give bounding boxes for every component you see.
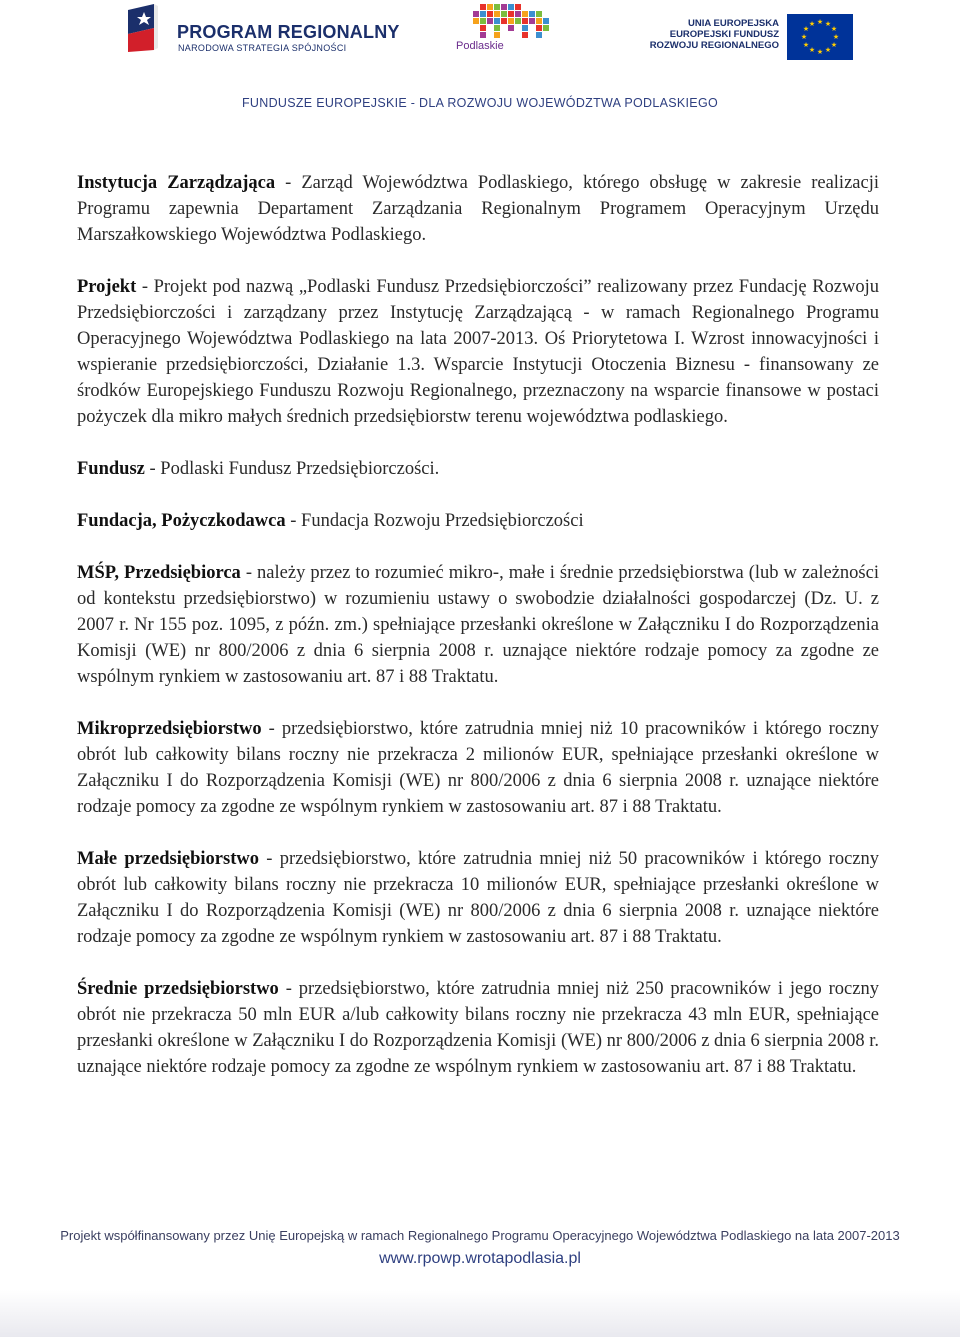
definition-text: - Projekt pod nazwą „Podlaski Fundusz Przedsiębiorczości” realizowany przez Fundację Rozwoju Przedsiębiorczości i zarządzany przez Instytucję Zarządzającą - w ramach Regionalnego Programu Operacyjnego Województwa Podlaskiego na lata 2007-2013. Oś Priorytetowa I. Wzrost innowacyjności i wspieranie przedsiębiorczości, Działanie 1.3. Wsparcie Instytucji Otoczenia Biznesu - finansowany ze środków Europejskiego Funduszu Rozwoju Regionalnego, przeznaczony na wsparcie finansowe w postaci pożyczek dla mikro małych średnich przedsiębiorstw terenu województwa podlaskiego. bbox=[77, 277, 879, 427]
definition-text: - przedsiębiorstwo, które zatrudnia mniej niż 10 pracowników i którego roczny obrót lub całkowity bilans roczny nie przekracza 2 milionów EUR, spełniające przesłanki określone w Załączniku I do Rozporządzenia Komisji (WE) nr 800/2006 z dnia 6 sierpnia 2008 r. uznające niektóre rodzaje pomocy za zgodne ze wspólnym rynkiem w zastosowaniu art. 87 i 88 Traktatu. bbox=[77, 719, 879, 817]
definition-term: Instytucja Zarządzająca bbox=[77, 173, 276, 193]
footer-cofinancing-note: Projekt współfinansowany przez Unię Europejską w ramach Regionalnego Programu Operacyjnego Województwa Podlaskiego na lata 2007-2013 bbox=[60, 1228, 900, 1243]
definition-term: Mikroprzedsiębiorstwo bbox=[77, 719, 262, 739]
svg-text:★: ★ bbox=[802, 41, 810, 49]
eu-fund-logo bbox=[649, 14, 853, 62]
svg-text:★: ★ bbox=[816, 18, 824, 26]
svg-text:★: ★ bbox=[808, 46, 816, 54]
footer-bar bbox=[0, 1290, 960, 1337]
bison-mosaic-icon bbox=[450, 2, 560, 42]
svg-text:★: ★ bbox=[800, 33, 808, 41]
definition-term: MŚP, Przedsiębiorca bbox=[77, 563, 241, 583]
definition-paragraph bbox=[77, 508, 879, 534]
program-title: PROGRAM REGIONALNY bbox=[177, 22, 400, 42]
definition-paragraph bbox=[77, 560, 879, 690]
poland-flag-logo-icon bbox=[124, 2, 172, 54]
definition-text: - Zarząd Województwa Podlaskiego, którego obsługę w zakresie realizacji Programu zapewnia Departament Zarządzania Regionalnym Programem Operacyjnym Urzędu Marszałkowskiego Województwa Podlaskiego. bbox=[77, 173, 879, 245]
definition-text: - należy przez to rozumieć mikro-, małe i średnie przedsiębiorstwa (lub w zależności od kontekstu przedsiębiorstwo) w rozumieniu ustawy o swobodzie działalności gospodarczej (Dz. U. z 2007 r. Nr 155 poz. 1095, z późn. zm.) spełniające przesłanki określone w Załączniku I do Rozporządzenia Komisji (WE) nr 800/2006 z dnia 6 sierpnia 2008 r. uznające niektóre rodzaje pomocy za zgodne ze wspólnym rynkiem w zastosowaniu art. 87 i 88 Traktatu. bbox=[77, 563, 879, 687]
svg-text:★: ★ bbox=[816, 48, 824, 56]
svg-text:★: ★ bbox=[824, 46, 832, 54]
eu-line-2: EUROPEJSKI FUNDUSZ bbox=[669, 29, 779, 40]
eu-line-3: ROZWOJU REGIONALNEGO bbox=[649, 40, 779, 51]
definition-term: Fundacja, Pożyczkodawca bbox=[77, 511, 286, 531]
definition-paragraph bbox=[77, 274, 879, 430]
svg-text:★: ★ bbox=[802, 25, 810, 33]
svg-text:★: ★ bbox=[830, 25, 838, 33]
svg-text:★: ★ bbox=[808, 20, 816, 28]
definition-text: - Podlaski Fundusz Przedsiębiorczości. bbox=[144, 459, 440, 479]
page-header bbox=[0, 0, 960, 118]
eu-line-1: UNIA EUROPEJSKA bbox=[688, 18, 779, 29]
svg-text:★: ★ bbox=[832, 33, 840, 41]
footer-website-link[interactable]: www.rpowp.wrotapodlasia.pl bbox=[379, 1250, 581, 1267]
definition-term: Małe przedsiębiorstwo bbox=[77, 849, 259, 869]
svg-text:★: ★ bbox=[830, 41, 838, 49]
eu-fund-text bbox=[650, 18, 779, 51]
definition-term: Średnie przedsiębiorstwo bbox=[77, 979, 279, 999]
program-regionalny-logo bbox=[124, 2, 400, 62]
header-motto: FUNDUSZE EUROPEJSKIE - DLA ROZWOJU WOJEWÓDZTWA PODLASKIEGO bbox=[241, 96, 718, 110]
eu-flag-icon bbox=[787, 14, 853, 60]
definition-paragraph bbox=[77, 846, 879, 950]
region-logo-label: Podlaskie bbox=[456, 40, 504, 52]
svg-text:★: ★ bbox=[824, 20, 832, 28]
definitions-section bbox=[77, 170, 879, 1106]
definition-paragraph bbox=[77, 976, 879, 1080]
definition-term: Projekt bbox=[77, 277, 137, 297]
program-subtitle: NARODOWA STRATEGIA SPÓJNOŚCI bbox=[178, 43, 347, 53]
definition-paragraph bbox=[77, 716, 879, 820]
definition-paragraph bbox=[77, 456, 879, 482]
definition-paragraph bbox=[77, 170, 879, 248]
podlaskie-region-logo bbox=[450, 2, 560, 64]
definition-text: - przedsiębiorstwo, które zatrudnia mniej niż 250 pracowników i jego roczny obrót nie przekracza 50 mln EUR a/lub całkowity bilans roczny nie przekracza 43 mln EUR, spełniające przesłanki określone w Załączniku I do Rozporządzenia Komisji (WE) nr 800/2006 z dnia 6 sierpnia 2008 r. uznające niektóre rodzaje pomocy za zgodne ze wspólnym rynkiem w zastosowaniu art. 87 i 88 Traktatu. bbox=[77, 979, 879, 1077]
definition-text: - Fundacja Rozwoju Przedsiębiorczości bbox=[285, 511, 584, 531]
definition-term: Fundusz bbox=[77, 459, 145, 479]
definition-text: - przedsiębiorstwo, które zatrudnia mniej niż 50 pracowników i którego roczny obrót lub całkowity bilans roczny nie przekracza 10 milionów EUR, spełniające przesłanki określone w Załączniku I do Rozporządzenia Komisji (WE) nr 800/2006 z dnia 6 sierpnia 2008 r. uznające niektóre rodzaje pomocy za zgodne ze wspólnym rynkiem w zastosowaniu art. 87 i 88 Traktatu. bbox=[77, 849, 879, 947]
